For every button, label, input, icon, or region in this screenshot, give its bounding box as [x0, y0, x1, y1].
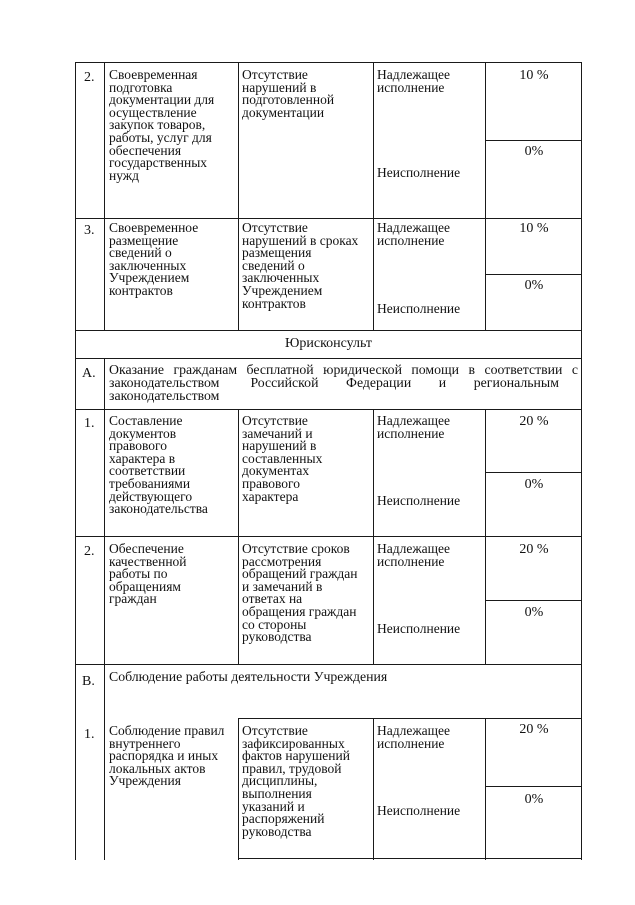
- col-divider: [485, 62, 486, 330]
- section-b-title: Соблюдение работы деятельности Учреждения: [109, 669, 388, 684]
- bad-label: Неисполнение: [377, 301, 461, 316]
- row-number: 2.: [84, 544, 95, 559]
- indicator-text: Отсутствие нарушений в сроках размещения сведений о заключенных Учреждением контрактов: [242, 220, 359, 311]
- bad-label: Неисполнение: [377, 621, 461, 636]
- good-percent: 10 %: [519, 221, 549, 236]
- criterion-text: Соблюдение правил внутреннего распорядка и иных локальных актов Учреждения: [109, 723, 225, 789]
- col-divider: [104, 664, 105, 860]
- bad-percent: 0%: [524, 144, 544, 159]
- section-a-line1: Оказание гражданам бесплатной юридической помощи в соответствии с: [109, 362, 578, 377]
- row-divider: [75, 664, 582, 665]
- indicator-text: Отсутствие замечаний и нарушений в составленных документах правового характера: [242, 413, 323, 504]
- table-border-right: [581, 62, 582, 860]
- row-divider: [238, 718, 582, 719]
- row-divider: [485, 472, 582, 473]
- criterion-text: Своевременное размещение сведений о заключенных Учреждением контрактов: [109, 220, 199, 298]
- bad-percent: 0%: [524, 605, 544, 620]
- bad-label: Неисполнение: [377, 803, 461, 818]
- criterion-text: Своевременная подготовка документации для осуществление закупок товаров, работы, услуг для обеспечения государственных нужд: [109, 67, 215, 183]
- row-divider: [75, 330, 582, 331]
- bad-percent: 0%: [524, 278, 544, 293]
- row-divider: [485, 600, 582, 601]
- row-number: 1.: [84, 416, 95, 431]
- good-label: Надлежащее исполнение: [377, 723, 451, 751]
- row-divider: [238, 858, 582, 859]
- col-divider: [373, 62, 374, 330]
- row-number: 2.: [84, 70, 95, 85]
- good-percent: 10 %: [519, 68, 549, 83]
- indicator-text: Отсутствие нарушений в подготовленной документации: [242, 67, 335, 120]
- good-percent: 20 %: [519, 414, 549, 429]
- bad-percent: 0%: [524, 792, 544, 807]
- row-divider: [485, 274, 582, 275]
- section-a-line2: законодательством Российской Федерации и региональным: [109, 375, 559, 390]
- col-divider: [104, 62, 105, 330]
- section-letter: А.: [82, 366, 96, 381]
- row-number: 1.: [84, 727, 95, 742]
- good-label: Надлежащее исполнение: [377, 67, 451, 95]
- row-divider: [75, 409, 582, 410]
- row-divider: [75, 218, 582, 219]
- row-number: 3.: [84, 223, 95, 238]
- indicator-text: Отсутствие сроков рассмотрения обращений граждан и замечаний в ответах на обращения граждан со стороны руководства: [242, 541, 358, 645]
- table-border-left: [75, 62, 76, 860]
- bad-percent: 0%: [524, 477, 544, 492]
- col-divider: [373, 718, 374, 860]
- row-divider: [75, 358, 582, 359]
- good-label: Надлежащее исполнение: [377, 541, 451, 569]
- row-divider: [75, 62, 582, 63]
- row-divider: [485, 786, 582, 787]
- col-divider: [104, 358, 105, 664]
- col-divider: [238, 62, 239, 330]
- col-divider: [238, 718, 239, 860]
- col-divider: [485, 718, 486, 860]
- criterion-text: Обеспечение качественной работы по обращениям граждан: [109, 541, 187, 607]
- section-a-line3: законодательством: [109, 388, 220, 403]
- good-label: Надлежащее исполнение: [377, 413, 451, 441]
- bad-label: Неисполнение: [377, 165, 461, 180]
- indicator-text: Отсутствие зафиксированных фактов нарушений правил, трудовой дисциплины, выполнения указаний и распоряжений руководства: [242, 723, 350, 839]
- good-percent: 20 %: [519, 542, 549, 557]
- good-label: Надлежащее исполнение: [377, 220, 451, 248]
- row-divider: [75, 536, 582, 537]
- criterion-text: Составление документов правового характера в соответствии требованиями действующего законодательства: [109, 413, 208, 517]
- bad-label: Неисполнение: [377, 493, 461, 508]
- section-letter: В.: [82, 674, 95, 689]
- good-percent: 20 %: [519, 722, 549, 737]
- row-divider: [485, 140, 582, 141]
- section-title: Юрисконсульт: [284, 336, 373, 351]
